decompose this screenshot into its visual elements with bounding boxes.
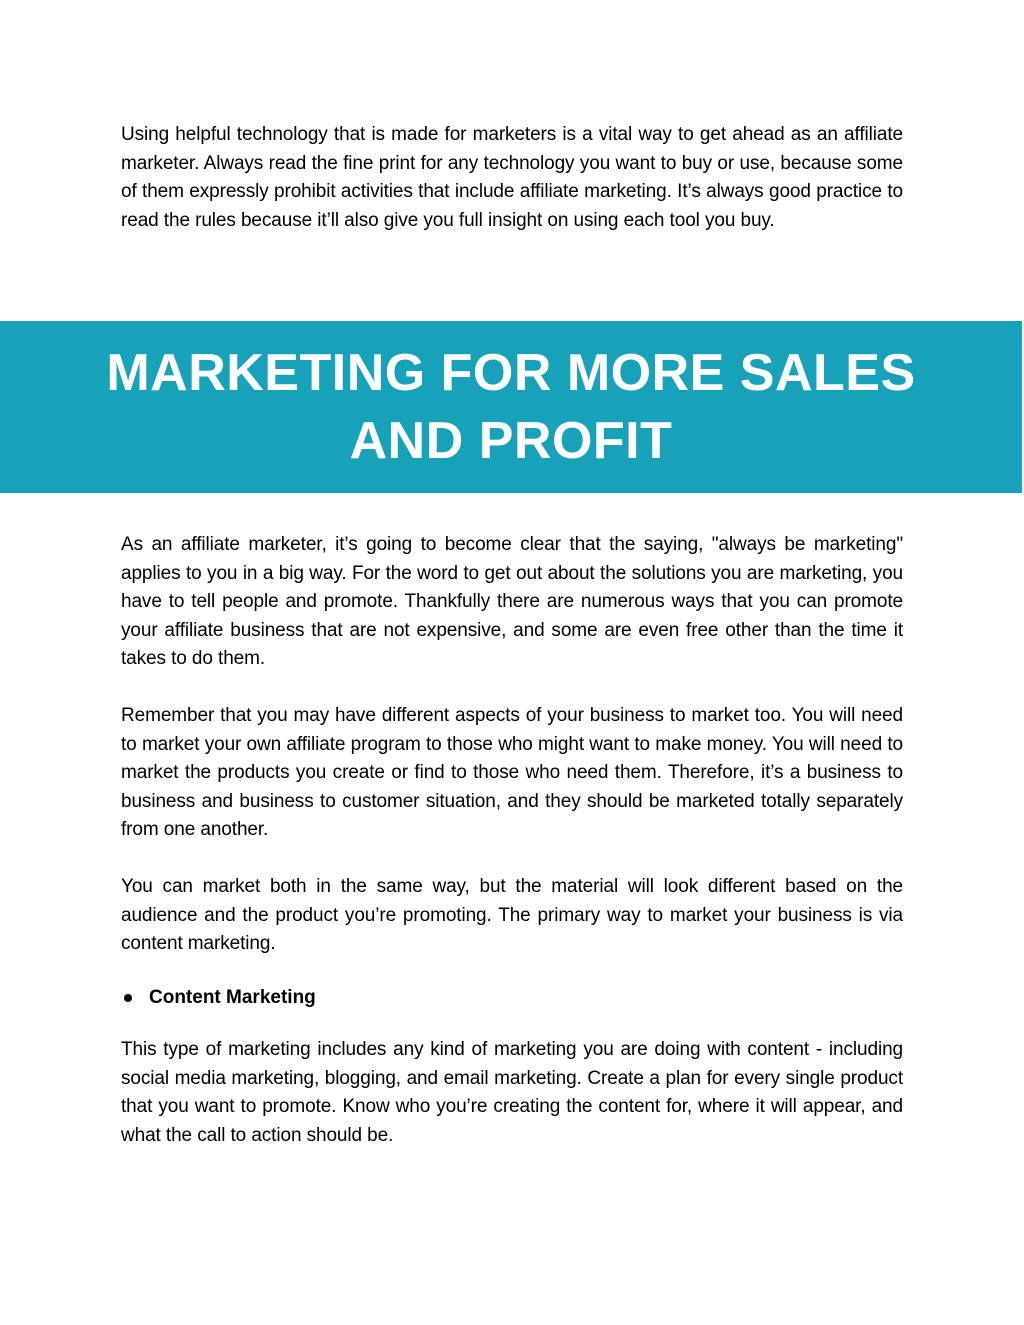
closing-section: [121, 1036, 903, 1150]
bullet-label: Content Marketing: [149, 987, 316, 1008]
body-paragraph-1: As an affiliate marketer, it’s going to become clear that the saying, "always be marketing" applies to you in a big way. For the word to get out about the solutions you are marketing, you have to tell people and promote. Thankfully there are numerous ways that you can promote your affiliate business that are not expensive, and some are even free other than the time it takes to do them.: [121, 534, 903, 670]
body-section: [121, 531, 903, 959]
bullet-dot-icon: [124, 994, 132, 1002]
section-banner: [0, 321, 1022, 493]
heading-line-2: AND PROFIT: [349, 412, 673, 470]
body-paragraph-2: Remember that you may have different aspects of your business to market too. You will need to market your own affiliate program to those who might want to make money. You will need to market the products you create or find to those who need them. Therefore, it’s a business to business and business to customer situation, and they should be marketed totally separately from one another.: [121, 704, 903, 841]
heading-line-1: MARKETING FOR MORE SALES: [106, 344, 916, 402]
section-heading: [106, 339, 915, 475]
body-paragraph-3: You can market both in the same way, but the material will look different based on the audience and the product you’re promoting. The primary way to market your business is via content marketing.: [121, 875, 903, 955]
intro-section: [121, 121, 903, 235]
intro-paragraph: Using helpful technology that is made for marketers is a vital way to get ahead as an affiliate marketer. Always read the fine print for any technology you want to buy or use, because some of them expressly prohibit activities that include affiliate marketing. It’s always good practice to read the rules because it’ll also give you full insight on using each tool you buy.: [121, 124, 903, 231]
closing-paragraph: This type of marketing includes any kind of marketing you are doing with content - including social media marketing, blogging, and email marketing. Create a plan for every single product that you want to promote. Know who you’re creating the content for, where it will appear, and what the call to action should be.: [121, 1039, 903, 1146]
bullet-item-content-marketing: [121, 984, 316, 1012]
